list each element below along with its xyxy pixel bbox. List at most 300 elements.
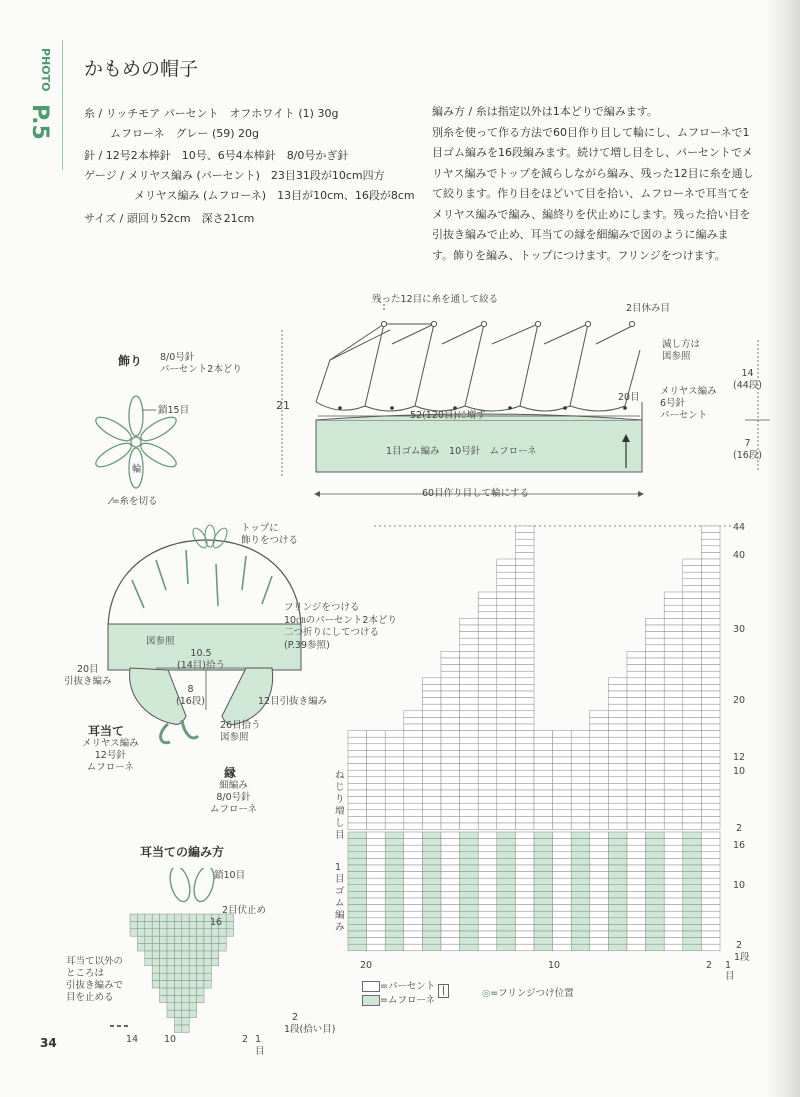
crown-cell	[515, 638, 534, 645]
crown-cell	[701, 526, 720, 533]
earflap-cell	[160, 936, 167, 943]
crown-cell	[534, 764, 553, 771]
rib-cell	[646, 931, 665, 938]
crown-cell	[664, 698, 683, 705]
crown-cell	[478, 764, 497, 771]
crown-cell	[460, 704, 479, 711]
crown-cell	[646, 671, 665, 678]
rib-cell	[553, 938, 572, 945]
rib-cell	[553, 931, 572, 938]
crown-cell	[627, 731, 646, 738]
rib-cell	[515, 872, 534, 879]
rib-cell	[683, 878, 702, 885]
crown-cell	[683, 625, 702, 632]
rib-cell	[664, 898, 683, 905]
crown-cell	[701, 737, 720, 744]
rib-cell	[478, 911, 497, 918]
rib-cell	[571, 845, 590, 852]
crown-cell	[590, 764, 609, 771]
rib-cell	[534, 898, 553, 905]
crown-cell	[441, 658, 460, 665]
crown-cell	[515, 757, 534, 764]
rib-cell	[404, 845, 423, 852]
earflap-cell	[204, 929, 211, 936]
photo-reference-tab	[27, 48, 54, 168]
crown-cell	[590, 783, 609, 790]
rib-cell	[627, 938, 646, 945]
crown-cell	[385, 816, 404, 823]
rib-cell	[348, 931, 367, 938]
rib-cell	[534, 918, 553, 925]
crown-cell	[664, 744, 683, 751]
crown-cell	[385, 731, 404, 738]
crown-cell	[515, 526, 534, 533]
crown-cell	[422, 711, 441, 718]
rib-cell	[422, 938, 441, 945]
earflap-cell	[182, 929, 189, 936]
crown-cell	[515, 684, 534, 691]
rib-cell	[422, 944, 441, 951]
crown-cell	[515, 678, 534, 685]
crown-cell	[404, 803, 423, 810]
crown-cell	[385, 764, 404, 771]
crown-cell	[422, 704, 441, 711]
earflap-cell	[137, 921, 144, 928]
crown-cell	[515, 724, 534, 731]
crown-cell	[497, 665, 516, 672]
crown-cell	[701, 717, 720, 724]
rib-cell	[478, 924, 497, 931]
crown-cell	[627, 797, 646, 804]
crown-cell	[664, 638, 683, 645]
crown-cell	[441, 764, 460, 771]
crown-cell	[497, 704, 516, 711]
crown-cell	[460, 684, 479, 691]
rib-cell	[646, 938, 665, 945]
crown-cell	[460, 731, 479, 738]
rib-cell	[385, 944, 404, 951]
rib-cell	[664, 918, 683, 925]
earflap-cell	[204, 951, 211, 958]
rib-cell	[683, 905, 702, 912]
earflap-cell	[189, 966, 196, 973]
crown-cell	[460, 797, 479, 804]
rib-cell	[701, 898, 720, 905]
instruction-line: す。飾りを編み、トップにつけます。フリンジをつけます。	[432, 248, 726, 262]
earflap-cell	[182, 936, 189, 943]
rib-cell	[646, 944, 665, 951]
rib-cell	[478, 931, 497, 938]
crown-cell	[627, 823, 646, 830]
crown-cell	[701, 731, 720, 738]
earflap-cell	[204, 973, 211, 980]
rib-cell	[385, 891, 404, 898]
crown-cell	[515, 559, 534, 566]
rib-cell	[664, 891, 683, 898]
rib-cell	[534, 852, 553, 859]
rib-cell	[385, 852, 404, 859]
crown-cell	[701, 566, 720, 573]
crown-cell	[515, 698, 534, 705]
crown-cell	[627, 691, 646, 698]
rib-cell	[646, 898, 665, 905]
rib-cell	[348, 839, 367, 846]
rib-cell	[646, 872, 665, 879]
earflap-cell	[189, 936, 196, 943]
rib-cell	[460, 845, 479, 852]
crown-cell	[664, 717, 683, 724]
rib-cell	[571, 891, 590, 898]
crown-cell	[683, 724, 702, 731]
crown-cell	[404, 823, 423, 830]
crown-cell	[664, 737, 683, 744]
crown-cell	[385, 823, 404, 830]
rib-cell	[348, 852, 367, 859]
earflap-cell	[211, 951, 218, 958]
rib-cell	[608, 931, 627, 938]
crown-cell	[515, 546, 534, 553]
crown-cell	[441, 684, 460, 691]
rib-cell	[571, 898, 590, 905]
earflap-cell	[174, 966, 181, 973]
crown-cell	[701, 764, 720, 771]
rib-cell	[385, 858, 404, 865]
rib-cell	[664, 845, 683, 852]
earflap-cell	[145, 914, 152, 921]
crown-cell	[460, 711, 479, 718]
crown-cell	[646, 618, 665, 625]
crown-cell	[646, 737, 665, 744]
crown-cell	[422, 790, 441, 797]
earflap-cell	[204, 966, 211, 973]
earflap-cell	[152, 973, 159, 980]
earflap-cell	[211, 936, 218, 943]
earflap-cell	[197, 966, 204, 973]
rib-cell	[515, 898, 534, 905]
rib-cell	[441, 905, 460, 912]
crown-cell	[646, 750, 665, 757]
rib-cell	[404, 931, 423, 938]
crown-cell	[590, 757, 609, 764]
earflap-cell	[160, 921, 167, 928]
crown-cell	[664, 777, 683, 784]
earflap-cell	[167, 973, 174, 980]
crown-cell	[664, 704, 683, 711]
rib-cell	[441, 924, 460, 931]
rib-cell	[627, 944, 646, 951]
crown-cell	[441, 744, 460, 751]
crown-cell	[460, 651, 479, 658]
crown-cell	[497, 750, 516, 757]
earflap-cell	[160, 929, 167, 936]
crown-cell	[646, 651, 665, 658]
earflap-cell	[167, 981, 174, 988]
crown-cell	[553, 783, 572, 790]
photo-label: PHOTO	[39, 48, 52, 92]
earflap-cell	[167, 929, 174, 936]
crown-cell	[497, 684, 516, 691]
crown-cell	[515, 658, 534, 665]
instruction-line: 引抜き編みで止め、耳当ての縁を細編みで図のように編みま	[432, 228, 729, 241]
crown-cell	[404, 737, 423, 744]
rib-cell	[404, 885, 423, 892]
photo-page-ref: P.5	[27, 104, 52, 140]
rib-cell	[422, 832, 441, 839]
crown-cell	[348, 731, 367, 738]
crown-cell	[348, 783, 367, 790]
rib-cell	[367, 944, 386, 951]
edge-spec: 細編み 8/0号針 ムフローネ	[210, 780, 258, 815]
crown-cell	[553, 790, 572, 797]
rib-cell	[608, 918, 627, 925]
rib-cell	[478, 938, 497, 945]
crown-cell	[683, 671, 702, 678]
earflap-title: 耳当て	[88, 724, 125, 738]
rib-cell	[348, 865, 367, 872]
rib-cell	[515, 891, 534, 898]
crown-cell	[701, 810, 720, 817]
crown-cell	[478, 632, 497, 639]
crown-cell	[441, 711, 460, 718]
earflap-cell	[182, 981, 189, 988]
crown-cell	[497, 559, 516, 566]
col-label-10: 10	[548, 960, 561, 971]
crown-cell	[627, 671, 646, 678]
crown-cell	[590, 711, 609, 718]
crown-cell	[348, 810, 367, 817]
row-label-12: 12	[733, 752, 746, 763]
earflap-cell	[226, 929, 233, 936]
rib-cell	[608, 885, 627, 892]
crown-cell	[460, 691, 479, 698]
earflap-chart-title: 耳当ての編み方	[140, 845, 225, 859]
rib-cell	[701, 944, 720, 951]
crown-cell	[460, 750, 479, 757]
rib-cell	[478, 891, 497, 898]
rib-cell	[553, 944, 572, 951]
earflap-cell	[145, 958, 152, 965]
crown-cell	[571, 790, 590, 797]
rib-cell	[590, 865, 609, 872]
earflap-cell	[189, 944, 196, 951]
earflap-cell	[167, 995, 174, 1002]
crown-cell	[553, 797, 572, 804]
crown-cell	[385, 770, 404, 777]
rib-cell	[515, 858, 534, 865]
rib-cell	[646, 924, 665, 931]
rib-cell	[553, 905, 572, 912]
rib-cell	[367, 931, 386, 938]
rib-cell	[646, 858, 665, 865]
crown-cell	[385, 757, 404, 764]
rib-cell	[367, 865, 386, 872]
rib-cell	[608, 872, 627, 879]
earflap-cell	[211, 958, 218, 965]
rib-cell	[627, 832, 646, 839]
rib-cell	[701, 832, 720, 839]
rib-cell	[646, 905, 665, 912]
crown-cell	[515, 737, 534, 744]
crown-cell	[701, 823, 720, 830]
rib-cell	[515, 865, 534, 872]
rib-cell	[627, 885, 646, 892]
rib-cell	[590, 878, 609, 885]
crown-cell	[608, 797, 627, 804]
crown-cell	[367, 810, 386, 817]
rib-cell	[497, 885, 516, 892]
earflap-cell	[182, 1018, 189, 1025]
rib-cell	[553, 832, 572, 839]
crown-cell	[497, 797, 516, 804]
crown-cell	[701, 645, 720, 652]
rib-cell	[422, 865, 441, 872]
rib-cell	[608, 898, 627, 905]
rib-cell	[348, 885, 367, 892]
earflap-cell	[137, 944, 144, 951]
rib-cell	[701, 878, 720, 885]
rib-cell	[385, 845, 404, 852]
crown-cell	[701, 777, 720, 784]
rib-cell	[441, 944, 460, 951]
rib-cell	[404, 891, 423, 898]
rib-cell	[441, 839, 460, 846]
rib-cell	[608, 938, 627, 945]
crown-cell	[646, 724, 665, 731]
earflap-cell	[182, 995, 189, 1002]
crown-cell	[646, 632, 665, 639]
crown-cell	[608, 724, 627, 731]
legend-percent-swatch	[362, 981, 380, 992]
crown-cell	[608, 717, 627, 724]
crown-cell	[590, 797, 609, 804]
crown-cell	[646, 757, 665, 764]
rib-cell	[497, 944, 516, 951]
crown-cell	[515, 566, 534, 573]
rib-cell	[422, 885, 441, 892]
chain-15-label: 鎖15目	[158, 405, 190, 416]
crown-cell	[497, 744, 516, 751]
crown-cell	[460, 671, 479, 678]
edge-title: 縁	[224, 766, 237, 780]
col-label-20: 20	[360, 960, 373, 971]
rib-cell	[478, 918, 497, 925]
rib-cell	[571, 905, 590, 912]
crown-cell	[701, 698, 720, 705]
crown-cell	[664, 645, 683, 652]
earflap-cell	[152, 929, 159, 936]
crown-cell	[534, 777, 553, 784]
earflap-cell	[174, 1025, 181, 1032]
earflap-cell	[174, 951, 181, 958]
crown-cell	[571, 764, 590, 771]
crown-cell	[478, 737, 497, 744]
crown-cell	[701, 750, 720, 757]
crown-cell	[683, 559, 702, 566]
rib-cell	[534, 891, 553, 898]
crown-cell	[515, 816, 534, 823]
rib-cell	[441, 872, 460, 879]
crown-cell	[553, 816, 572, 823]
crown-cell	[608, 777, 627, 784]
rib-cell	[664, 931, 683, 938]
rib-cell	[701, 918, 720, 925]
rib-cell	[367, 852, 386, 859]
earflap-cell	[145, 921, 152, 928]
crown-cell	[404, 790, 423, 797]
slip-20-label: 20目 引抜き編み	[64, 664, 112, 687]
rib-cell	[534, 905, 553, 912]
crown-cell	[497, 724, 516, 731]
rib-cell	[608, 924, 627, 931]
crown-cell	[534, 757, 553, 764]
rib-cell	[627, 872, 646, 879]
crown-cell	[404, 810, 423, 817]
row-label-16: 16	[733, 840, 746, 851]
rib-cell	[590, 872, 609, 879]
crown-cell	[460, 698, 479, 705]
crown-cell	[701, 724, 720, 731]
crown-cell	[627, 777, 646, 784]
rib-cell	[348, 872, 367, 879]
rib-cell	[460, 905, 479, 912]
crown-cell	[497, 678, 516, 685]
rib-cell	[534, 938, 553, 945]
earflap-cell	[211, 944, 218, 951]
earflap-cell	[152, 921, 159, 928]
earflap-cell	[189, 995, 196, 1002]
rib-cell	[460, 931, 479, 938]
cut-yarn-legend: ⁄=糸を切る	[110, 496, 158, 507]
crown-cell	[478, 704, 497, 711]
crown-cell	[515, 691, 534, 698]
crown-cell	[478, 651, 497, 658]
rib-cell	[590, 858, 609, 865]
crown-cell	[422, 823, 441, 830]
rib-cell	[460, 891, 479, 898]
crown-cell	[627, 724, 646, 731]
crown-cell	[515, 651, 534, 658]
rib-cell	[590, 918, 609, 925]
crown-cell	[683, 783, 702, 790]
rib-cell	[646, 852, 665, 859]
earflap-cell	[174, 1018, 181, 1025]
crown-cell	[590, 823, 609, 830]
crown-cell	[571, 731, 590, 738]
rib-cell	[683, 911, 702, 918]
crown-cell	[385, 750, 404, 757]
crown-cell	[683, 605, 702, 612]
crown-cell	[683, 579, 702, 586]
earflap-cell	[197, 936, 204, 943]
crown-cell	[608, 678, 627, 685]
crown-cell	[515, 783, 534, 790]
crown-cell	[646, 816, 665, 823]
crown-cell	[367, 757, 386, 764]
crown-cell	[515, 731, 534, 738]
crown-cell	[608, 790, 627, 797]
crown-cell	[441, 757, 460, 764]
earflap-cell	[174, 988, 181, 995]
rib-cell	[683, 845, 702, 852]
crown-cell	[478, 717, 497, 724]
crown-cell	[664, 684, 683, 691]
earflap-cell	[167, 914, 174, 921]
rib-cell	[367, 845, 386, 852]
rib-cell	[701, 852, 720, 859]
rib-cell	[404, 858, 423, 865]
row-label-rib-2: 2	[736, 940, 743, 951]
rib-cell	[497, 878, 516, 885]
